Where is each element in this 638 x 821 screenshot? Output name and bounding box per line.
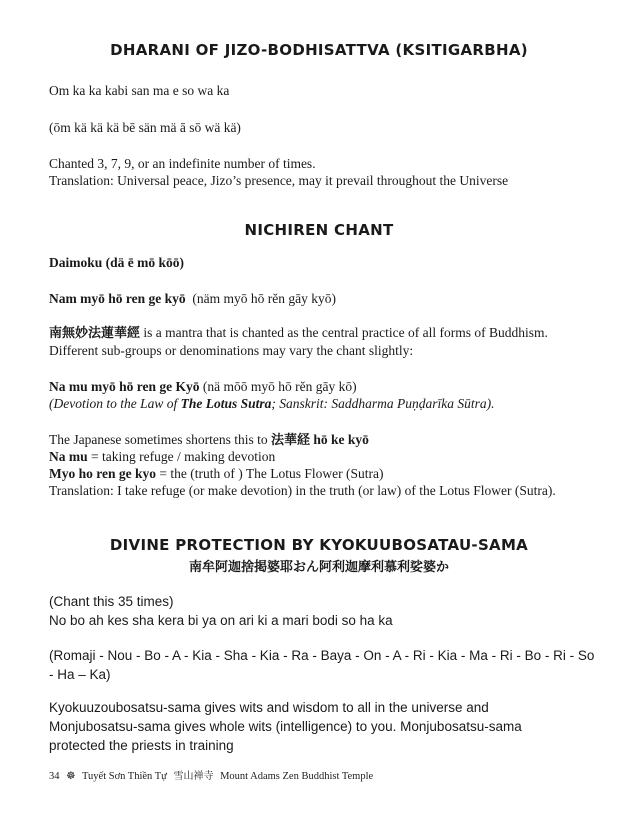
romaji-line: (Romaji - Nou - Bo - A - Kia - Sha - Kia - Ra - Baya - On - A - Ri - Kia - Ma - Ri - Bo - Ri - So - Ha – Ka) xyxy=(49,648,595,682)
namu-term: Na mu xyxy=(49,449,88,464)
dharani-line-2: (ōm kä kä kä bē sän mä ā sō wä kä) xyxy=(49,120,241,135)
temple-kanji-name: 雪山禅寺 xyxy=(173,771,214,782)
page-footer xyxy=(49,767,377,782)
daimoku-line xyxy=(49,254,609,271)
daimoku-text: Daimoku (dä ē mō kōō) xyxy=(49,255,185,270)
myo-meaning-line xyxy=(49,465,609,482)
dharani-line-3: Chanted 3, 7, 9, or an indefinite number of times. xyxy=(49,156,316,171)
devotion-prefix: (Devotion to the Law of xyxy=(49,396,181,411)
nichiren-heading: NICHIREN CHANT xyxy=(244,221,394,239)
temple-vietnamese-name: Tuyết Sơn Thiền Tự xyxy=(81,771,167,782)
mantra-line-2: Different sub-groups or denominations may vary the chant slightly: xyxy=(49,343,414,358)
dharani-heading: DHARANI OF JIZO-BODHISATTVA (KSITIGARBHA) xyxy=(110,41,528,59)
namu-meaning-line xyxy=(49,448,609,465)
nam-chant: Nam myō hō ren ge kyō xyxy=(49,291,186,306)
namu-pronunciation: (nä mōō myō hō rĕn gāy kō) xyxy=(199,379,357,394)
japanese-kanji: 法華経 xyxy=(270,433,310,448)
page-number: 34 xyxy=(49,771,60,782)
myo-term: Myo ho ren ge kyo xyxy=(49,466,156,481)
divine-heading: DIVINE PROTECTION BY KYOKUUBOSATAU-SAMA xyxy=(109,536,529,554)
nam-line xyxy=(49,290,609,307)
nichiren-translation: Translation: I take refuge (or make devotion) in the truth (or law) of the Lotus Flower (Sutra). xyxy=(49,483,556,498)
namu-chant: Na mu myō hō ren ge Kyō xyxy=(49,379,200,394)
divine-description: Kyokuuzoubosatsu-sama gives wits and wisdom to all in the universe and Monjubosatsu-sama gives whole wits (intelligence) to you. Monjubosatsu-sama protected the priests in training xyxy=(49,700,522,753)
mantra-kanji: 南無妙法蓮華經 xyxy=(49,326,141,341)
devotion-sanskrit: ; Sanskrit: Saddharma Puṇḍarīka Sūtra). xyxy=(271,396,495,411)
mantra-line-1 xyxy=(49,324,609,342)
japanese-reading: hō ke kyō xyxy=(309,432,369,447)
devotion-line xyxy=(49,395,609,412)
myo-meaning: = the (truth of ) The Lotus Flower (Sutra) xyxy=(156,466,384,481)
chant-count: (Chant this 35 times) xyxy=(49,594,174,609)
temple-english-name: Mount Adams Zen Buddhist Temple xyxy=(220,771,374,782)
dharma-wheel-icon: ☸ xyxy=(66,771,76,782)
namu-chant-line xyxy=(49,378,609,395)
lotus-sutra-title: The Lotus Sutra xyxy=(180,396,272,411)
nam-pronunciation: (näm myō hō rĕn gāy kyō) xyxy=(192,291,336,306)
mantra-description: is a mantra that is chanted as the central practice of all forms of Buddhism. xyxy=(140,325,548,340)
dharani-translation: Translation: Universal peace, Jizo’s presence, may it prevail throughout the Universe xyxy=(49,173,509,188)
dharani-line-1: Om ka ka kabi san ma e so wa ka xyxy=(49,83,230,98)
namu-meaning: = taking refuge / making devotion xyxy=(87,449,276,464)
japanese-prefix: The Japanese sometimes shortens this to xyxy=(49,432,271,447)
divine-chant: No bo ah kes sha kera bi ya on ari ki a mari bodi so ha ka xyxy=(49,613,393,628)
divine-kanji: 南牟阿迦捨掲婆耶おん阿利迦摩利慕利娑婆か xyxy=(188,560,449,575)
japanese-line xyxy=(49,431,609,449)
